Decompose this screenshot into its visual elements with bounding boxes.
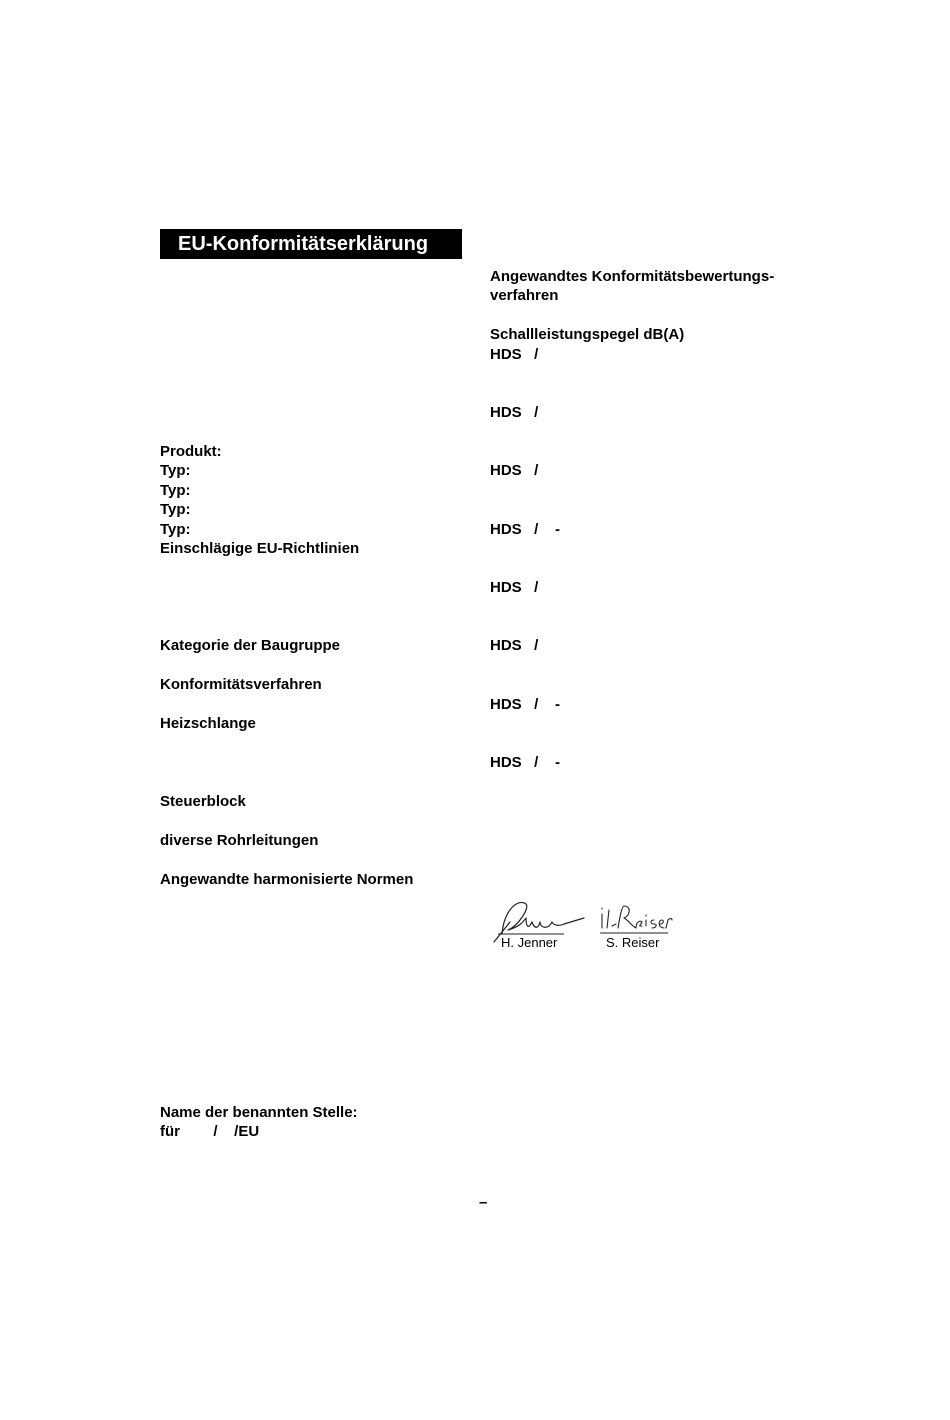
label-normen: Angewandte harmonisierte Normen (160, 871, 414, 888)
page-marker: – (479, 1194, 488, 1211)
hds-row: HDS / (490, 346, 539, 363)
label-steuerblock: Steuerblock (160, 793, 246, 810)
label-typ: Typ: (160, 501, 191, 518)
document-title: EU-Konformitätserklärung (160, 229, 462, 259)
label-typ: Typ: (160, 462, 191, 479)
hds-row: HDS / (490, 637, 539, 654)
label-rohrleitungen: diverse Rohrleitungen (160, 832, 319, 849)
label-typ: Typ: (160, 521, 191, 538)
label-typ: Typ: (160, 482, 191, 499)
label-schallleistungspegel: Schallleistungspegel dB(A) (490, 326, 685, 343)
signer-name-reiser: S. Reiser (606, 935, 660, 950)
label-richtlinien: Einschlägige EU-Richtlinien (160, 540, 360, 557)
label-produkt: Produkt: (160, 443, 222, 460)
signer-name-jenner: H. Jenner (501, 935, 558, 950)
hds-row: HDS / - (490, 696, 561, 713)
label-kategorie: Kategorie der Baugruppe (160, 637, 341, 654)
label-bewertungsverfahren-cont: verfahren (490, 287, 559, 304)
hds-row: HDS / (490, 404, 539, 421)
signature-reiser (598, 900, 674, 940)
hds-row: HDS / - (490, 754, 561, 771)
hds-row: HDS / (490, 579, 539, 596)
hds-row: HDS / (490, 462, 539, 479)
hds-row: HDS / - (490, 521, 561, 538)
label-bewertungsverfahren: Angewandtes Konformitätsbewertungs- (490, 268, 775, 285)
label-benannte-stelle: Name der benannten Stelle: (160, 1104, 358, 1121)
label-konformitaetsverfahren: Konformitätsverfahren (160, 676, 322, 693)
label-fuer-richtlinie: für / /EU (160, 1123, 260, 1140)
label-heizschlange: Heizschlange (160, 715, 256, 732)
